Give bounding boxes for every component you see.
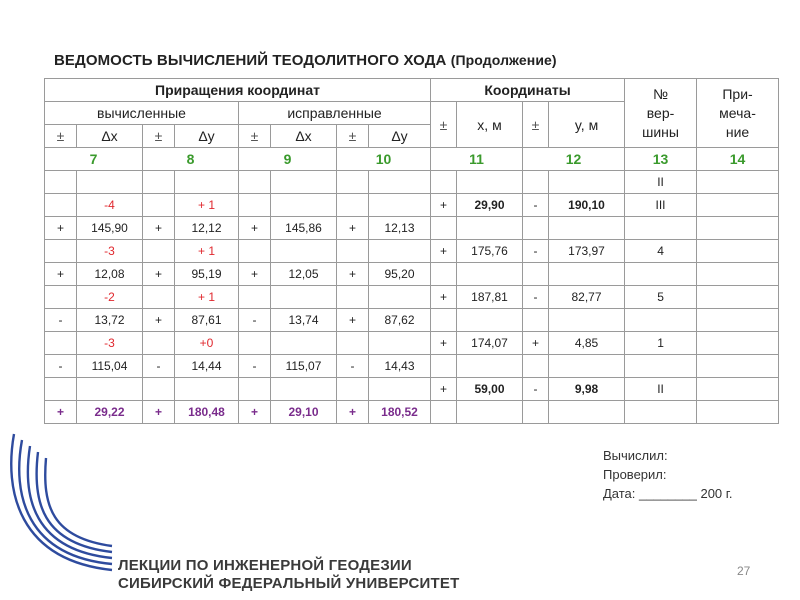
column-number: 13 xyxy=(625,148,697,171)
header-corrected: исправленные xyxy=(239,102,431,125)
table-cell xyxy=(45,171,77,194)
header-computed: вычисленные xyxy=(45,102,239,125)
table-cell xyxy=(431,309,457,332)
table-cell: - xyxy=(523,378,549,401)
table-cell xyxy=(625,309,697,332)
table-cell: -4 xyxy=(77,194,143,217)
table-cell xyxy=(45,332,77,355)
table-cell xyxy=(625,355,697,378)
table-cell xyxy=(271,240,337,263)
header-sign: ± xyxy=(45,125,77,148)
vertex-l2: вер- xyxy=(646,104,675,121)
table-row xyxy=(45,378,779,401)
table-cell xyxy=(697,171,779,194)
table-cell xyxy=(431,355,457,378)
footer-line1: ЛЕКЦИИ ПО ИНЖЕНЕРНОЙ ГЕОДЕЗИИ xyxy=(118,557,412,574)
table-cell: 29,10 xyxy=(271,401,337,424)
table-cell xyxy=(45,240,77,263)
table-row xyxy=(45,194,779,217)
table-cell xyxy=(457,263,523,286)
table-cell: + xyxy=(431,240,457,263)
table-cell: 12,12 xyxy=(175,217,239,240)
table-cell: - xyxy=(337,355,369,378)
table-cell xyxy=(431,401,457,424)
table-cell: - xyxy=(143,355,175,378)
table-cell xyxy=(271,378,337,401)
table-cell xyxy=(77,378,143,401)
table-cell: 173,97 xyxy=(549,240,625,263)
table-cell xyxy=(369,171,431,194)
table-cell xyxy=(143,171,175,194)
table-row xyxy=(45,240,779,263)
table-cell: + xyxy=(523,332,549,355)
table-cell: 14,43 xyxy=(369,355,431,378)
table-row xyxy=(45,286,779,309)
table-cell xyxy=(523,401,549,424)
totals-row xyxy=(45,401,779,424)
table-cell: 180,48 xyxy=(175,401,239,424)
table-cell xyxy=(271,286,337,309)
table-cell xyxy=(523,217,549,240)
table-cell xyxy=(697,332,779,355)
university-logo-icon xyxy=(0,430,120,600)
table-cell xyxy=(457,309,523,332)
table-cell: + xyxy=(431,332,457,355)
table-cell: 13,74 xyxy=(271,309,337,332)
table-cell: 95,20 xyxy=(369,263,431,286)
table-cell: + 1 xyxy=(175,286,239,309)
table-cell: 12,05 xyxy=(271,263,337,286)
table-cell xyxy=(549,401,625,424)
traverse-table xyxy=(44,78,779,424)
table-cell: + xyxy=(239,217,271,240)
header-dx: Δx xyxy=(271,125,337,148)
header-dy: Δy xyxy=(369,125,431,148)
table-cell xyxy=(697,240,779,263)
table-cell: - xyxy=(239,355,271,378)
note-l3: ние xyxy=(725,123,750,140)
table-cell: + xyxy=(337,401,369,424)
header-note xyxy=(697,79,779,148)
table-cell xyxy=(697,401,779,424)
table-cell: + xyxy=(337,217,369,240)
table-cell xyxy=(697,286,779,309)
note-l1: При- xyxy=(722,85,753,102)
table-cell: III xyxy=(625,194,697,217)
table-cell xyxy=(337,332,369,355)
table-cell: + xyxy=(143,309,175,332)
table-cell: + xyxy=(337,309,369,332)
title-sub: (Продолжение) xyxy=(450,52,557,68)
table-cell xyxy=(45,194,77,217)
table-cell: + xyxy=(45,217,77,240)
table-cell xyxy=(175,378,239,401)
table-cell xyxy=(369,378,431,401)
column-number: 8 xyxy=(143,148,239,171)
table-cell: 115,07 xyxy=(271,355,337,378)
header-sign: ± xyxy=(337,125,369,148)
table-cell: 1 xyxy=(625,332,697,355)
date-line: Дата: ________ 200 г. xyxy=(603,486,733,501)
table-cell xyxy=(239,332,271,355)
table-cell xyxy=(369,194,431,217)
table-cell xyxy=(697,309,779,332)
table-cell: + xyxy=(431,194,457,217)
table-cell xyxy=(625,401,697,424)
table-cell xyxy=(143,240,175,263)
table-cell: + 1 xyxy=(175,240,239,263)
column-number: 7 xyxy=(45,148,143,171)
table-cell: +0 xyxy=(175,332,239,355)
table-cell: - xyxy=(45,355,77,378)
table-cell xyxy=(625,263,697,286)
table-cell: - xyxy=(523,240,549,263)
table-cell xyxy=(239,286,271,309)
table-cell xyxy=(457,401,523,424)
table-cell: 29,90 xyxy=(457,194,523,217)
column-number: 10 xyxy=(337,148,431,171)
table-cell xyxy=(523,355,549,378)
header-sign: ± xyxy=(239,125,271,148)
table-cell xyxy=(337,171,369,194)
table-cell: + xyxy=(143,217,175,240)
page-number: 27 xyxy=(737,564,751,578)
table-cell: 174,07 xyxy=(457,332,523,355)
table-row xyxy=(45,171,779,194)
table-cell xyxy=(337,194,369,217)
table-cell xyxy=(431,217,457,240)
column-number: 11 xyxy=(431,148,523,171)
table-cell xyxy=(431,171,457,194)
footer-line2: СИБИРСКИЙ ФЕДЕРАЛЬНЫЙ УНИВЕРСИТЕТ xyxy=(118,575,460,592)
table-cell xyxy=(549,217,625,240)
table-cell: + xyxy=(239,401,271,424)
table-cell: + xyxy=(431,378,457,401)
note-l2: меча- xyxy=(719,104,756,121)
table-cell: 180,52 xyxy=(369,401,431,424)
header-y-sign: ± xyxy=(523,102,549,148)
table-cell: 14,44 xyxy=(175,355,239,378)
table-cell: -2 xyxy=(77,286,143,309)
table-cell: 190,10 xyxy=(549,194,625,217)
table-cell xyxy=(337,240,369,263)
table-cell xyxy=(271,194,337,217)
header-sign: ± xyxy=(143,125,175,148)
table-cell xyxy=(549,263,625,286)
table-row xyxy=(45,263,779,286)
table-cell xyxy=(549,355,625,378)
table-cell xyxy=(549,309,625,332)
table-cell xyxy=(143,286,175,309)
header-coordinates: Координаты xyxy=(431,79,625,102)
table-cell xyxy=(697,263,779,286)
table-cell: + xyxy=(45,263,77,286)
page-title xyxy=(54,52,557,69)
table-cell: 29,22 xyxy=(77,401,143,424)
table-cell: 59,00 xyxy=(457,378,523,401)
table-row xyxy=(45,332,779,355)
column-number-row xyxy=(45,148,779,171)
table-cell: 12,08 xyxy=(77,263,143,286)
table-cell: + xyxy=(239,263,271,286)
table-cell: + xyxy=(143,401,175,424)
table-cell: II xyxy=(625,171,697,194)
table-cell xyxy=(549,171,625,194)
table-cell xyxy=(45,378,77,401)
table-cell: 87,62 xyxy=(369,309,431,332)
table-cell xyxy=(625,217,697,240)
table-cell xyxy=(697,194,779,217)
table-cell xyxy=(697,355,779,378)
table-cell: - xyxy=(523,194,549,217)
table-cell: 115,04 xyxy=(77,355,143,378)
table-cell xyxy=(369,240,431,263)
table-row xyxy=(45,217,779,240)
column-number: 14 xyxy=(697,148,779,171)
table-cell xyxy=(457,171,523,194)
table-body xyxy=(45,171,779,424)
table-cell xyxy=(523,171,549,194)
table-cell xyxy=(143,194,175,217)
vertex-l1: № xyxy=(653,85,669,102)
table-cell: 95,19 xyxy=(175,263,239,286)
table-cell: + xyxy=(143,263,175,286)
table-cell: 13,72 xyxy=(77,309,143,332)
header-vertex xyxy=(625,79,697,148)
table-cell: -3 xyxy=(77,240,143,263)
table-cell: - xyxy=(45,309,77,332)
table-cell xyxy=(369,286,431,309)
table-cell: 12,13 xyxy=(369,217,431,240)
table-cell: 82,77 xyxy=(549,286,625,309)
table-cell xyxy=(239,171,271,194)
header-dy: Δy xyxy=(175,125,239,148)
column-number: 9 xyxy=(239,148,337,171)
header-y: y, м xyxy=(549,102,625,148)
table-cell xyxy=(457,217,523,240)
vertex-l3: шины xyxy=(642,123,679,140)
table-cell xyxy=(45,286,77,309)
table-cell xyxy=(337,286,369,309)
table-cell: 4,85 xyxy=(549,332,625,355)
table-cell xyxy=(369,332,431,355)
table-cell: + xyxy=(337,263,369,286)
table-cell: 87,61 xyxy=(175,309,239,332)
table-cell xyxy=(271,171,337,194)
table-cell: + xyxy=(431,286,457,309)
table-cell xyxy=(697,217,779,240)
table-cell xyxy=(239,378,271,401)
table-cell xyxy=(697,378,779,401)
table-cell xyxy=(143,332,175,355)
table-cell xyxy=(523,263,549,286)
table-cell xyxy=(457,355,523,378)
table-cell: + 1 xyxy=(175,194,239,217)
table-cell: 4 xyxy=(625,240,697,263)
footer-brand xyxy=(118,557,459,593)
table-cell xyxy=(239,194,271,217)
table-cell: 187,81 xyxy=(457,286,523,309)
header-x-sign: ± xyxy=(431,102,457,148)
signature-block xyxy=(603,446,733,503)
table-cell xyxy=(523,309,549,332)
header-increments: Приращения координат xyxy=(45,79,431,102)
table-cell: -3 xyxy=(77,332,143,355)
header-dx: Δx xyxy=(77,125,143,148)
table-cell: 175,76 xyxy=(457,240,523,263)
table-cell: - xyxy=(523,286,549,309)
table-cell xyxy=(239,240,271,263)
checked-by: Проверил: xyxy=(603,467,667,482)
table-cell xyxy=(143,378,175,401)
table-cell xyxy=(337,378,369,401)
table-cell: 145,90 xyxy=(77,217,143,240)
table-cell xyxy=(175,171,239,194)
title-main: ВЕДОМОСТЬ ВЫЧИСЛЕНИЙ ТЕОДОЛИТНОГО ХОДА xyxy=(54,52,447,69)
table-row xyxy=(45,309,779,332)
table-cell xyxy=(431,263,457,286)
table-cell: 145,86 xyxy=(271,217,337,240)
column-number: 12 xyxy=(523,148,625,171)
computed-by: Вычислил: xyxy=(603,448,668,463)
table-cell xyxy=(77,171,143,194)
table-cell: - xyxy=(239,309,271,332)
table-cell xyxy=(271,332,337,355)
table-cell: II xyxy=(625,378,697,401)
table-cell: 5 xyxy=(625,286,697,309)
header-x: x, м xyxy=(457,102,523,148)
table-row xyxy=(45,355,779,378)
table-cell: + xyxy=(45,401,77,424)
table-cell: 9,98 xyxy=(549,378,625,401)
